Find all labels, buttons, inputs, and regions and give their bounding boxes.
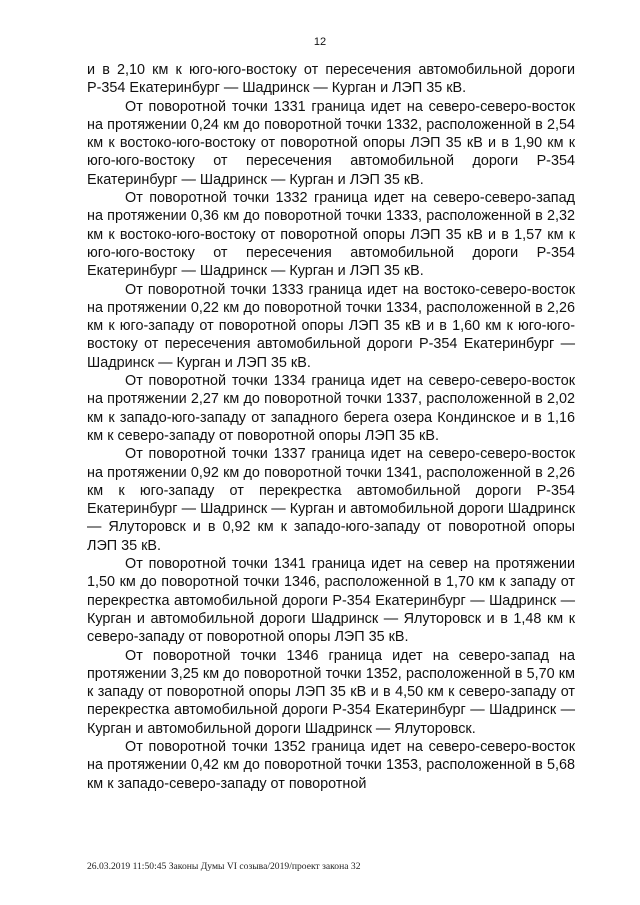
footer-stamp: 26.03.2019 11:50:45 Законы Думы VI созыва/2019/проект закона 32 [87, 861, 361, 872]
paragraph-point-1334: От поворотной точки 1334 граница идет на северо-северо-восток на протяжении 2,27 км до поворотной точки 1337, расположенной в 2,02 км к западо-юго-западу от западного берега озера Кондинское и в 1,16 км к северо-западу от поворотной опоры ЛЭП 35 кВ. [87, 373, 575, 444]
paragraph-point-1352: От поворотной точки 1352 граница идет на северо-северо-восток на протяжении 0,42 км до поворотной точки 1353, расположенной в 5,68 км к западо-северо-западу от поворотной [87, 738, 575, 792]
paragraph-point-1333: От поворотной точки 1333 граница идет на востоко-северо-восток на протяжении 0,22 км до поворотной точки 1334, расположенной в 2,26 км к юго-западу от поворотной опоры ЛЭП 35 кВ и в 1,60 км к юго-юго-востоку от пересечения автомобильной дороги Р-354 Екатеринбург — Шадринск — Курган и ЛЭП 35 кВ. [87, 281, 575, 371]
paragraph-point-1346: От поворотной точки 1346 граница идет на северо-запад на протяжении 3,25 км до поворотной точки 1352, расположенной в 5,70 км к западу от поворотной опоры ЛЭП 35 кВ и в 4,50 км к северо-западу от перекрестка автомобильной дороги Р-354 Екатеринбург — Шадринск — Курган и автомобильной дороги Шадринск — Ялуторовск. [87, 647, 575, 737]
paragraph-point-1331: От поворотной точки 1331 граница идет на северо-северо-восток на протяжении 0,24 км до поворотной точки 1332, расположенной в 2,54 км к востоко-юго-востоку от поворотной опоры ЛЭП 35 кВ и в 1,90 км к юго-юго-востоку от пересечения автомобильной дороги Р-354 Екатеринбург — Шадринск — Курган и ЛЭП 35 кВ. [87, 98, 575, 188]
document-body [87, 61, 575, 793]
paragraph-point-1341: От поворотной точки 1341 граница идет на север на протяжении 1,50 км до поворотной точки 1346, расположенной в 1,70 км к западу от перекрестка автомобильной дороги Р-354 Екатеринбург — Шадринск — Курган и автомобильной дороги Шадринск — Ялуторовск и в 1,48 км к северо-западу от поворотной опоры ЛЭП 35 кВ. [87, 556, 575, 646]
page-number: 12 [313, 36, 327, 48]
paragraph-continuation: и в 2,10 км к юго-юго-востоку от пересечения автомобильной дороги Р-354 Екатеринбург — Шадринск — Курган и ЛЭП 35 кВ. [87, 62, 575, 97]
paragraph-point-1332: От поворотной точки 1332 граница идет на северо-северо-запад на протяжении 0,36 км до поворотной точки 1333, расположенной в 2,32 км к востоко-юго-востоку от поворотной опоры ЛЭП 35 кВ и в 1,57 км к юго-юго-востоку от пересечения автомобильной дороги Р-354 Екатеринбург — Шадринск — Курган и ЛЭП 35 кВ. [87, 190, 575, 280]
paragraph-point-1337: От поворотной точки 1337 граница идет на северо-северо-восток на протяжении 0,92 км до поворотной точки 1341, расположенной в 2,26 км к юго-западу от перекрестка автомобильной дороги Р-354 Екатеринбург — Шадринск — Курган и автомобильной дороги Шадринск — Ялуторовск и в 0,92 км к западо-юго-западу от поворотной опоры ЛЭП 35 кВ. [87, 446, 575, 554]
